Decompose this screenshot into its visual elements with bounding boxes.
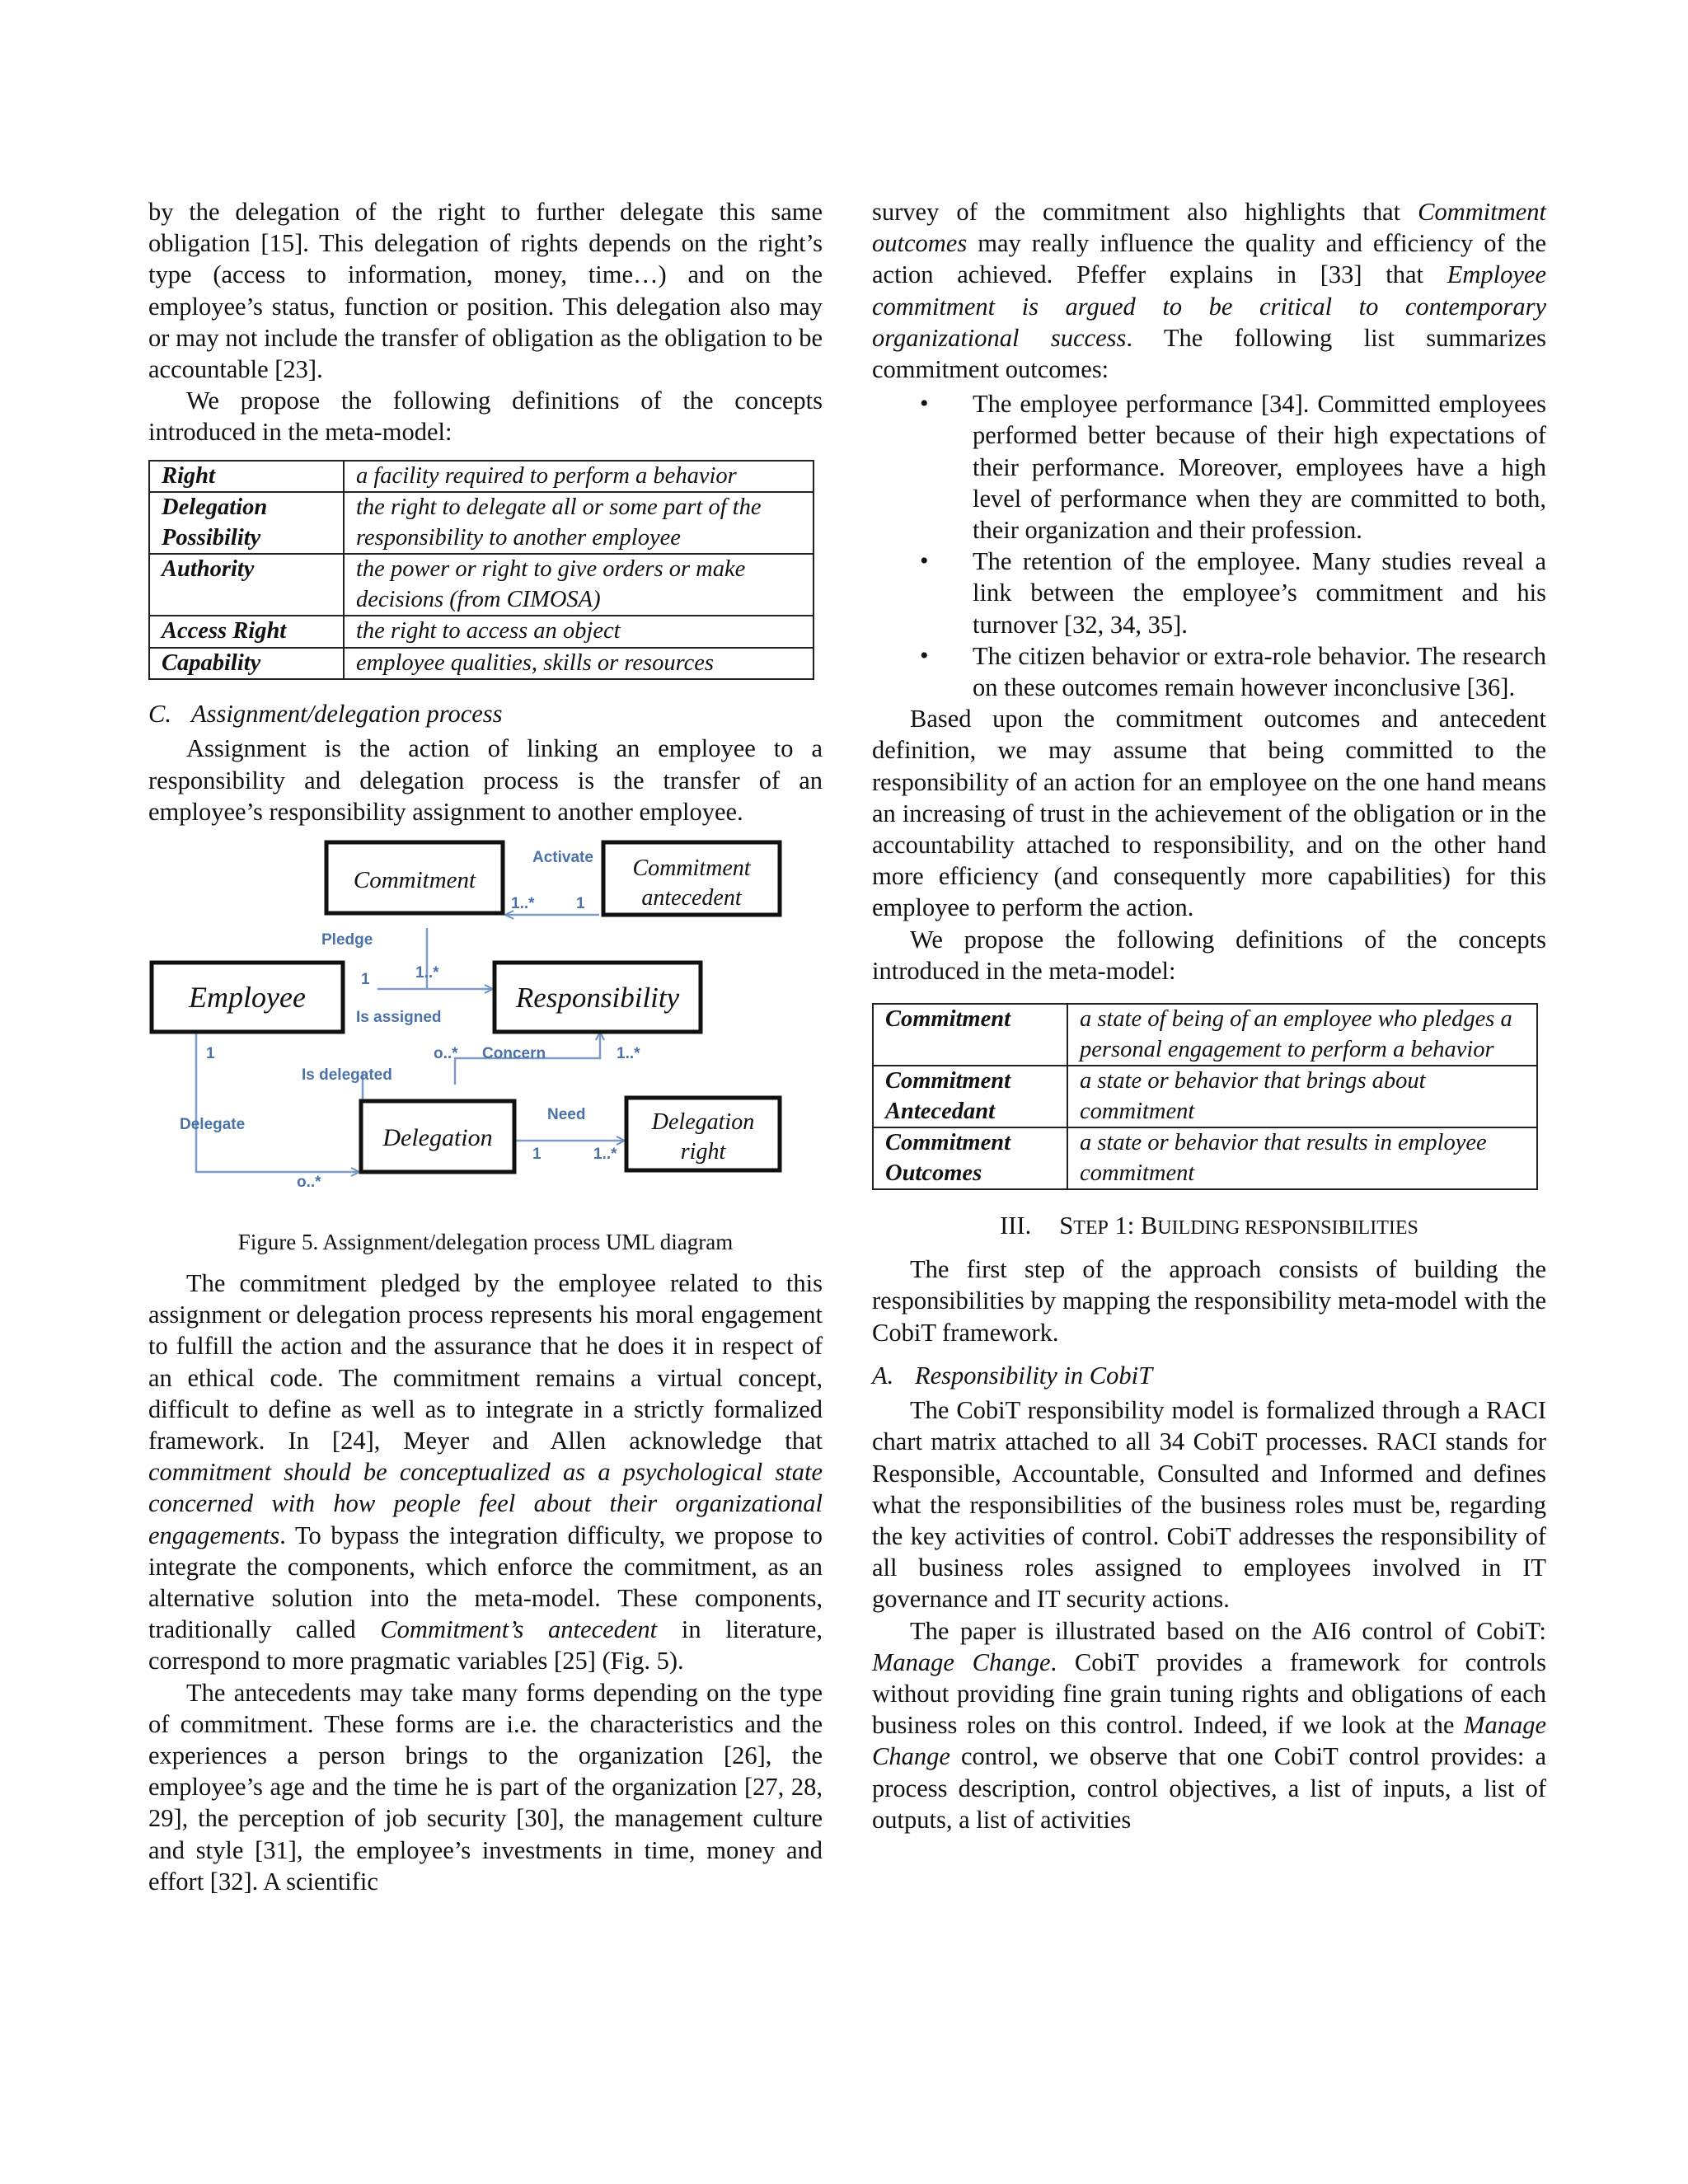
- section-number: III.: [1000, 1212, 1032, 1240]
- section-title-part: TEP: [1073, 1217, 1109, 1240]
- right-column: [872, 196, 1546, 1835]
- paragraph: by the delegation of the right to further delegate this same obligation [15]. This delegation of rights depends on the right’s type (access to information, money, time…) and on the employee’s status, function or position. This delegation also may or may not include the transfer of obligation as the obligation to be accountable [23].: [148, 198, 823, 384]
- paragraph: We propose the following definitions of the concepts introduced in the meta-model:: [148, 387, 823, 447]
- subsection-number: C.: [148, 700, 171, 729]
- table-row: [149, 461, 814, 493]
- italic-run: Commitment’s antecedent: [380, 1615, 658, 1644]
- list-item: [920, 388, 1546, 546]
- section-heading: [872, 1210, 1546, 1244]
- responsibility-label: Responsibility: [515, 981, 680, 1014]
- term-cell: Right: [149, 461, 344, 493]
- multiplicity-label: 1: [532, 1145, 542, 1163]
- delegate-line: [196, 1032, 359, 1172]
- italic-run: Manage Change: [872, 1647, 1051, 1676]
- text-run: The paper is illustrated based on the AI6 control of CobiT:: [910, 1616, 1546, 1645]
- subsection-heading-c: [148, 698, 823, 729]
- text-run: The commitment pledged by the employee related to this assignment or delegation process represents his moral engagement to fulfill the action and the assurance that he does it in respect of an ethical code. The commitment remains a virtual concept, difficult to define as well as to integrate in a strictly formalized framework. In [24], Meyer and Allen acknowledge that: [148, 1268, 823, 1455]
- definition-cell: the right to access an object: [344, 616, 814, 648]
- bullet-icon: •: [920, 547, 929, 575]
- multiplicity-label: 1: [361, 970, 370, 988]
- delegate-label: Delegate: [180, 1115, 246, 1133]
- section-title-part: S: [1059, 1212, 1074, 1240]
- list-item-text: The employee performance [34]. Committed employees performed better because of their high expectations of their performance. Moreover, employees have a high level of performance when they are committed to both, their organization and their profession.: [973, 390, 1546, 545]
- term-cell: Commitment Outcomes: [873, 1127, 1067, 1189]
- activate-label: Activate: [532, 848, 593, 866]
- definition-cell: a state of being of an employee who pledges a personal engagement to perform a behavior: [1067, 1004, 1537, 1066]
- text-run: . The following list summarizes commitment outcomes:: [872, 323, 1546, 384]
- paragraph: Based upon the commitment outcomes and antecedent definition, we may assume that being committed to the responsibility of an action for an employee on the one hand means an increasing of trust in the achievement of the obligation or in the accountability attached to responsibility, and on the other hand more efficiency (and consequently more capabilities) for this employee to perform the action.: [872, 705, 1546, 922]
- multiplicity-label: 1: [206, 1044, 215, 1062]
- table-row: [873, 1127, 1537, 1189]
- table-row: [149, 492, 814, 554]
- uml-diagram: [148, 836, 823, 1226]
- commitment-label: Commitment: [353, 866, 476, 893]
- multiplicity-label: 1..*: [617, 1044, 640, 1062]
- employee-label: Employee: [189, 980, 306, 1014]
- delegation-right-label: right: [680, 1138, 726, 1165]
- term-cell: Capability: [149, 648, 344, 680]
- delegation-right-label: Delegation: [651, 1108, 755, 1135]
- paragraph: The antecedents may take many forms depending on the type of commitment. These forms are i.e. the characteristics and the experiences a person brings to the organization [26], the employee’s age and the time he is part of the organization [27, 28, 29], the perception of job security [30], the management culture and style [31], the employee’s investments in time, money and effort [32]. A scientific: [148, 1678, 823, 1896]
- list-item: [920, 546, 1546, 640]
- section-title-part: 1: B: [1108, 1212, 1158, 1240]
- definition-cell: the right to delegate all or some part of the responsibility to another employee: [344, 492, 814, 554]
- paragraph: The first step of the approach consists of building the responsibilities by mapping the responsibility meta-model with the CobiT framework.: [872, 1255, 1546, 1347]
- definition-cell: employee qualities, skills or resources: [344, 648, 814, 680]
- text-run: in literature, correspond to more pragmatic variables [25] (Fig. 5).: [148, 1615, 823, 1675]
- term-cell: Commitment: [873, 1004, 1067, 1066]
- definition-cell: a state or behavior that brings about commitment: [1067, 1066, 1537, 1127]
- subsection-number: A.: [872, 1361, 894, 1390]
- multiplicity-label: 1: [576, 894, 585, 912]
- delegation-label: Delegation: [382, 1123, 493, 1151]
- paragraph: [872, 196, 1546, 385]
- multiplicity-label: o..*: [434, 1044, 458, 1062]
- term-cell: Commitment Antecedant: [873, 1066, 1067, 1127]
- commitment-antecedent-label: Commitment: [632, 855, 751, 881]
- list-item-text: The retention of the employee. Many studies reveal a link between the employee’s commitment and his turnover [32, 34, 35].: [973, 547, 1546, 639]
- is-assigned-label: Is assigned: [356, 1008, 442, 1026]
- italic-run: Manage Change: [872, 1711, 1546, 1771]
- is-delegated-label: Is delegated: [302, 1066, 392, 1084]
- uml-diagram-figure: [148, 836, 823, 1226]
- figure-caption: Figure 5. Assignment/delegation process UML diagram: [237, 1229, 734, 1254]
- term-cell: Access Right: [149, 616, 344, 648]
- subsection-heading-a: [872, 1360, 1546, 1391]
- subsection-title: Assignment/delegation process: [191, 700, 503, 729]
- paragraph: The CobiT responsibility model is formalized through a RACI chart matrix attached to all 34 CobiT processes. RACI stands for Responsible, Accountable, Consulted and Informed and defines what the responsibilities of the business roles must be, regarding the key activities of control. CobiT addresses the responsibility of all business roles assigned to employees involved in IT governance and IT security actions.: [872, 1396, 1546, 1614]
- definitions-table-1: [148, 460, 814, 681]
- outcomes-list: [872, 388, 1546, 703]
- left-column: [148, 196, 823, 1897]
- need-label: Need: [547, 1105, 586, 1123]
- bullet-icon: •: [920, 390, 929, 418]
- multiplicity-label: 1..*: [415, 963, 439, 982]
- text-run: survey of the commitment also highlights that: [872, 198, 1418, 226]
- section-title-part: UILDING RESPONSIBILITIES: [1157, 1217, 1418, 1240]
- definition-cell: the power or right to give orders or make decisions (from CIMOSA): [344, 554, 814, 616]
- multiplicity-label: 1..*: [593, 1145, 617, 1163]
- italic-run: commitment should be conceptualized as a psychological state concerned with how people feel about their organizational engagements: [148, 1458, 823, 1549]
- concern-label: Concern: [482, 1044, 546, 1062]
- table-row: [149, 616, 814, 648]
- definition-cell: a state or behavior that results in employee commitment: [1067, 1127, 1537, 1189]
- paragraph: [148, 1268, 823, 1677]
- multiplicity-label: o..*: [297, 1173, 321, 1191]
- text-run: . CobiT provides a framework for controls without providing fine grain tuning rights and obligations of each business roles on this control. Indeed, if we look at the: [872, 1647, 1547, 1740]
- term-cell: Authority: [149, 554, 344, 616]
- definition-cell: a facility required to perform a behavior: [344, 461, 814, 493]
- table-row: [873, 1066, 1537, 1127]
- text-run: control, we observe that one CobiT control provides: a process description, control objectives, a list of inputs, a list of outputs, a list of activities: [872, 1742, 1546, 1834]
- subsection-title: Responsibility in CobiT: [915, 1361, 1153, 1390]
- paragraph: Assignment is the action of linking an employee to a responsibility and delegation process is the transfer of an employee’s responsibility assignment to another employee.: [148, 734, 823, 826]
- list-item-text: The citizen behavior or extra-role behavior. The research on these outcomes remain however inconclusive [36].: [973, 641, 1546, 702]
- list-item: [920, 640, 1546, 703]
- multiplicity-label: 1..*: [511, 894, 535, 912]
- pledge-label: Pledge: [321, 930, 373, 949]
- commitment-antecedent-label: antecedent: [641, 884, 742, 911]
- italic-run: Commitment outcomes: [872, 198, 1546, 258]
- term-cell: Delegation Possibility: [149, 492, 344, 554]
- text-run: may really influence the quality and efficiency of the action achieved. Pfeffer explains in [33] that: [872, 229, 1546, 289]
- text-run: . To bypass the integration difficulty, we propose to integrate the components, which enforce the commitment, as an alternative solution into the meta-model. These components, traditionally called: [148, 1521, 823, 1644]
- paragraph: We propose the following definitions of the concepts introduced in the meta-model:: [872, 925, 1546, 985]
- table-row: [149, 554, 814, 616]
- table-row: [873, 1004, 1537, 1066]
- definitions-table-2: [872, 1003, 1538, 1190]
- table-row: [149, 648, 814, 680]
- paragraph: [872, 1615, 1546, 1835]
- bullet-icon: •: [920, 641, 929, 669]
- italic-run: Employee commitment is argued to be critical to contemporary organizational success: [872, 260, 1546, 352]
